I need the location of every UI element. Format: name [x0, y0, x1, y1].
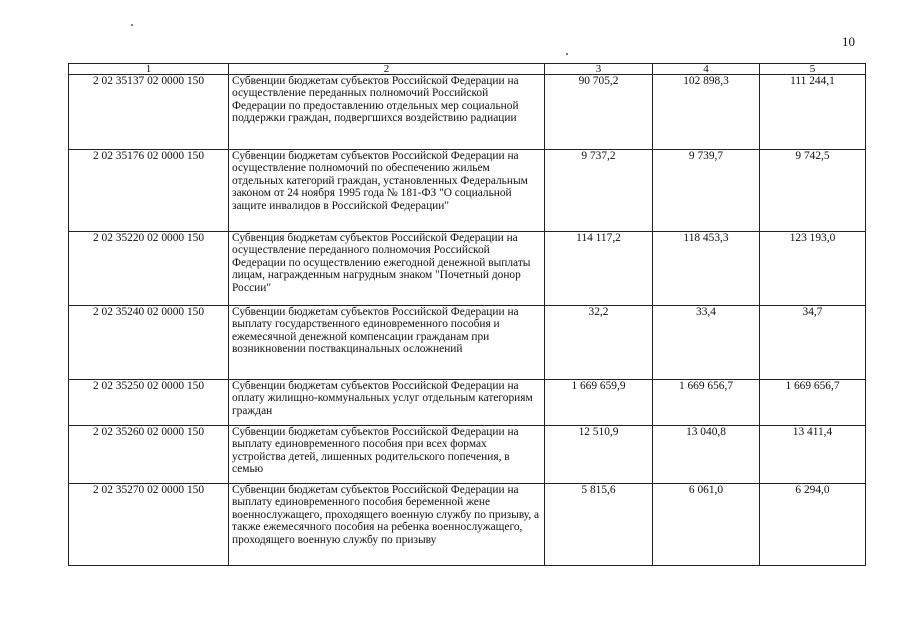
amount-col5: 6 294,0 — [760, 484, 866, 566]
budget-code: 2 02 35220 02 0000 150 — [69, 232, 229, 306]
column-header: 4 — [653, 64, 760, 75]
amount-col4: 1 669 656,7 — [653, 380, 760, 426]
amount-col5: 111 244,1 — [760, 75, 866, 150]
amount-col4: 33,4 — [653, 306, 760, 380]
row-description: Субвенции бюджетам субъектов Российской Федерации на осуществление полномочий по обеспечению жильем отдельных категорий граждан, установленных Федеральным законом от 24 ноября 1995 года № 181-ФЗ "О социальной защите инвалидов в Российской Федерации" — [229, 150, 545, 232]
amount-col5: 123 193,0 — [760, 232, 866, 306]
row-description: Субвенции бюджетам субъектов Российской Федерации на оплату жилищно-коммунальных услуг отдельным категориям граждан — [229, 380, 545, 426]
amount-col4: 13 040,8 — [653, 426, 760, 484]
page-number: 10 — [842, 34, 855, 49]
amount-col4: 6 061,0 — [653, 484, 760, 566]
table-row — [69, 150, 866, 232]
amount-col4: 102 898,3 — [653, 75, 760, 150]
amount-col5: 1 669 656,7 — [760, 380, 866, 426]
table-row — [69, 306, 866, 380]
table-row — [69, 232, 866, 306]
amount-col5: 34,7 — [760, 306, 866, 380]
amount-col3: 9 737,2 — [545, 150, 653, 232]
amount-col4: 118 453,3 — [653, 232, 760, 306]
row-description: Субвенции бюджетам субъектов Российской Федерации на осуществление переданных полномочий Российской Федерации по предоставлению отдельных мер социальной поддержки граждан, подвергшихся воздействию радиации — [229, 75, 545, 150]
budget-code: 2 02 35176 02 0000 150 — [69, 150, 229, 232]
amount-col5: 13 411,4 — [760, 426, 866, 484]
budget-code: 2 02 35270 02 0000 150 — [69, 484, 229, 566]
budget-code: 2 02 35250 02 0000 150 — [69, 380, 229, 426]
budget-code: 2 02 35137 02 0000 150 — [69, 75, 229, 150]
column-header: 2 — [229, 64, 545, 75]
table-row — [69, 380, 866, 426]
table-row — [69, 426, 866, 484]
amount-col3: 1 669 659,9 — [545, 380, 653, 426]
amount-col3: 114 117,2 — [545, 232, 653, 306]
column-header: 1 — [69, 64, 229, 75]
header-row — [69, 64, 866, 75]
row-description: Субвенции бюджетам субъектов Российской Федерации на выплату единовременного пособия беременной жене военнослужащего, проходящего военную службу по призыву, а также ежемесячного пособия на ребенка военнослужащего, проходящего военную службу по призыву — [229, 484, 545, 566]
amount-col3: 32,2 — [545, 306, 653, 380]
amount-col3: 5 815,6 — [545, 484, 653, 566]
amount-col3: 12 510,9 — [545, 426, 653, 484]
row-description: Субвенции бюджетам субъектов Российской Федерации на выплату единовременного пособия при всех формах устройства детей, лишенных родительского попечения, в семью — [229, 426, 545, 484]
budget-code: 2 02 35240 02 0000 150 — [69, 306, 229, 380]
amount-col5: 9 742,5 — [760, 150, 866, 232]
budget-code: 2 02 35260 02 0000 150 — [69, 426, 229, 484]
budget-table — [68, 63, 866, 566]
row-description: Субвенции бюджетам субъектов Российской Федерации на выплату государственного единовременного пособия и ежемесячной денежной компенсации гражданам при возникновении поствакцинальных осложнений — [229, 306, 545, 380]
scan-speck — [131, 24, 133, 26]
row-description: Субвенция бюджетам субъектов Российской Федерации на осуществление переданного полномочия Российской Федерации по осуществлению ежегодной денежной выплаты лицам, награжденным нагрудным знаком "Почетный донор России" — [229, 232, 545, 306]
table-row — [69, 484, 866, 566]
amount-col4: 9 739,7 — [653, 150, 760, 232]
column-header: 3 — [545, 64, 653, 75]
scan-speck — [566, 53, 568, 55]
table-row — [69, 75, 866, 150]
amount-col3: 90 705,2 — [545, 75, 653, 150]
column-header: 5 — [760, 64, 866, 75]
